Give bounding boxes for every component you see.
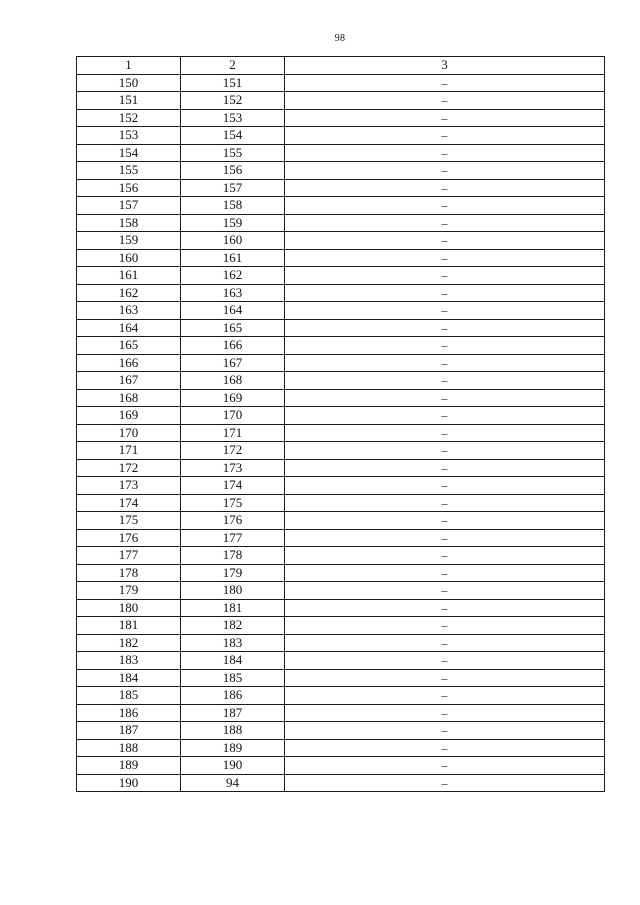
table-cell-col-1: 189: [77, 757, 181, 775]
table-row: [77, 739, 605, 757]
table-cell-col-3: –: [285, 722, 605, 740]
table-row: [77, 529, 605, 547]
table-cell-col-3: –: [285, 109, 605, 127]
table-cell-col-3: –: [285, 459, 605, 477]
table-cell-col-2: 173: [181, 459, 285, 477]
table-cell-col-1: 178: [77, 564, 181, 582]
table-cell-col-2: 164: [181, 302, 285, 320]
table-cell-col-3: –: [285, 337, 605, 355]
table-cell-col-2: 160: [181, 232, 285, 250]
table-row: [77, 179, 605, 197]
table-row: [77, 92, 605, 110]
table-cell-col-3: –: [285, 179, 605, 197]
table-cell-col-1: 173: [77, 477, 181, 495]
table-cell-col-3: –: [285, 232, 605, 250]
table-cell-col-2: 184: [181, 652, 285, 670]
table-row: [77, 407, 605, 425]
table-cell-col-3: –: [285, 442, 605, 460]
table-cell-col-2: 156: [181, 162, 285, 180]
table-row: [77, 599, 605, 617]
table-cell-col-1: 170: [77, 424, 181, 442]
table-cell-col-2: 166: [181, 337, 285, 355]
table-row: [77, 722, 605, 740]
table-cell-col-1: 190: [77, 774, 181, 792]
table-cell-col-1: 186: [77, 704, 181, 722]
table-cell-col-3: –: [285, 757, 605, 775]
table-cell-col-1: 172: [77, 459, 181, 477]
table-cell-col-3: –: [285, 302, 605, 320]
table-cell-col-2: 179: [181, 564, 285, 582]
table-cell-col-1: 167: [77, 372, 181, 390]
table-cell-col-2: 171: [181, 424, 285, 442]
table-cell-col-3: –: [285, 774, 605, 792]
table-body: [77, 74, 605, 792]
table-cell-col-2: 161: [181, 249, 285, 267]
table-cell-col-3: –: [285, 162, 605, 180]
table-cell-col-2: 182: [181, 617, 285, 635]
table-row: [77, 319, 605, 337]
table-cell-col-3: –: [285, 634, 605, 652]
table-cell-col-2: 153: [181, 109, 285, 127]
table-cell-col-2: 176: [181, 512, 285, 530]
table-cell-col-1: 159: [77, 232, 181, 250]
table-cell-col-1: 153: [77, 127, 181, 145]
column-header-2: 2: [181, 57, 285, 75]
table-cell-col-2: 180: [181, 582, 285, 600]
table-row: [77, 704, 605, 722]
table-row: [77, 109, 605, 127]
table-cell-col-1: 187: [77, 722, 181, 740]
table-cell-col-1: 162: [77, 284, 181, 302]
table-cell-col-1: 158: [77, 214, 181, 232]
table-cell-col-3: –: [285, 617, 605, 635]
table-cell-col-3: –: [285, 144, 605, 162]
table-cell-col-1: 177: [77, 547, 181, 565]
table-cell-col-2: 159: [181, 214, 285, 232]
table-cell-col-1: 163: [77, 302, 181, 320]
table-row: [77, 162, 605, 180]
table-row: [77, 757, 605, 775]
table-cell-col-2: 177: [181, 529, 285, 547]
table-cell-col-1: 181: [77, 617, 181, 635]
header-row: [77, 57, 605, 75]
table-cell-col-2: 186: [181, 687, 285, 705]
table-row: [77, 267, 605, 285]
table-row: [77, 459, 605, 477]
table-row: [77, 389, 605, 407]
table-cell-col-3: –: [285, 652, 605, 670]
table-row: [77, 249, 605, 267]
table-row: [77, 669, 605, 687]
table-cell-col-1: 168: [77, 389, 181, 407]
column-header-1: 1: [77, 57, 181, 75]
table-cell-col-1: 180: [77, 599, 181, 617]
table-cell-col-1: 161: [77, 267, 181, 285]
table-row: [77, 652, 605, 670]
table-cell-col-2: 162: [181, 267, 285, 285]
table-cell-col-3: –: [285, 424, 605, 442]
table-cell-col-3: –: [285, 74, 605, 92]
table-cell-col-1: 166: [77, 354, 181, 372]
table-cell-col-1: 151: [77, 92, 181, 110]
table-cell-col-1: 176: [77, 529, 181, 547]
table-cell-col-2: 190: [181, 757, 285, 775]
table-cell-col-1: 169: [77, 407, 181, 425]
table-row: [77, 617, 605, 635]
table-row: [77, 564, 605, 582]
data-table: [76, 56, 605, 792]
table-cell-col-3: –: [285, 739, 605, 757]
table-row: [77, 547, 605, 565]
table-cell-col-3: –: [285, 319, 605, 337]
table-cell-col-1: 175: [77, 512, 181, 530]
table-cell-col-2: 172: [181, 442, 285, 460]
table-row: [77, 477, 605, 495]
table-cell-col-2: 170: [181, 407, 285, 425]
table-row: [77, 232, 605, 250]
table-cell-col-3: –: [285, 564, 605, 582]
table-cell-col-1: 150: [77, 74, 181, 92]
table-cell-col-1: 188: [77, 739, 181, 757]
table-row: [77, 197, 605, 215]
table-row: [77, 442, 605, 460]
table-row: [77, 372, 605, 390]
table-cell-col-3: –: [285, 687, 605, 705]
table-cell-col-3: –: [285, 599, 605, 617]
table-cell-col-3: –: [285, 494, 605, 512]
table-cell-col-3: –: [285, 512, 605, 530]
table-row: [77, 494, 605, 512]
table-cell-col-3: –: [285, 477, 605, 495]
table-cell-col-1: 179: [77, 582, 181, 600]
table-cell-col-2: 158: [181, 197, 285, 215]
table-cell-col-3: –: [285, 197, 605, 215]
table-cell-col-2: 165: [181, 319, 285, 337]
table-cell-col-1: 156: [77, 179, 181, 197]
table-cell-col-1: 164: [77, 319, 181, 337]
table-cell-col-2: 175: [181, 494, 285, 512]
table-cell-col-1: 182: [77, 634, 181, 652]
table-cell-col-3: –: [285, 389, 605, 407]
table-cell-col-3: –: [285, 214, 605, 232]
table-row: [77, 302, 605, 320]
table-cell-col-2: 185: [181, 669, 285, 687]
table-cell-col-2: 189: [181, 739, 285, 757]
table-row: [77, 634, 605, 652]
table-cell-col-2: 157: [181, 179, 285, 197]
table-cell-col-3: –: [285, 669, 605, 687]
table-row: [77, 144, 605, 162]
table-cell-col-3: –: [285, 582, 605, 600]
table-row: [77, 774, 605, 792]
table-row: [77, 337, 605, 355]
table-cell-col-2: 163: [181, 284, 285, 302]
table-row: [77, 512, 605, 530]
table-cell-col-3: –: [285, 127, 605, 145]
table-cell-col-3: –: [285, 547, 605, 565]
table-cell-col-2: 169: [181, 389, 285, 407]
table-cell-col-1: 155: [77, 162, 181, 180]
table-cell-col-3: –: [285, 92, 605, 110]
table-cell-col-1: 174: [77, 494, 181, 512]
table-row: [77, 582, 605, 600]
table-cell-col-2: 152: [181, 92, 285, 110]
table-row: [77, 424, 605, 442]
table-row: [77, 354, 605, 372]
table-cell-col-2: 167: [181, 354, 285, 372]
table-cell-col-2: 188: [181, 722, 285, 740]
table-cell-col-2: 154: [181, 127, 285, 145]
table-cell-col-2: 155: [181, 144, 285, 162]
table-cell-col-3: –: [285, 529, 605, 547]
table-cell-col-2: 187: [181, 704, 285, 722]
table-cell-col-3: –: [285, 249, 605, 267]
table-cell-col-3: –: [285, 372, 605, 390]
table-cell-col-1: 160: [77, 249, 181, 267]
table-cell-col-1: 185: [77, 687, 181, 705]
table-cell-col-1: 171: [77, 442, 181, 460]
table-cell-col-2: 181: [181, 599, 285, 617]
table-cell-col-3: –: [285, 284, 605, 302]
table-cell-col-2: 94: [181, 774, 285, 792]
table-cell-col-2: 168: [181, 372, 285, 390]
table-cell-col-3: –: [285, 354, 605, 372]
table-cell-col-1: 165: [77, 337, 181, 355]
table-row: [77, 214, 605, 232]
table-row: [77, 284, 605, 302]
table-row: [77, 127, 605, 145]
table-cell-col-1: 183: [77, 652, 181, 670]
page-number: 98: [334, 33, 346, 44]
column-header-3: 3: [285, 57, 605, 75]
table-header: [77, 57, 605, 75]
table-cell-col-1: 154: [77, 144, 181, 162]
table-cell-col-3: –: [285, 267, 605, 285]
table-cell-col-1: 152: [77, 109, 181, 127]
table-cell-col-2: 183: [181, 634, 285, 652]
table-row: [77, 687, 605, 705]
table-cell-col-1: 157: [77, 197, 181, 215]
table-cell-col-2: 178: [181, 547, 285, 565]
table-cell-col-3: –: [285, 704, 605, 722]
table-row: [77, 74, 605, 92]
table-cell-col-2: 151: [181, 74, 285, 92]
table-cell-col-3: –: [285, 407, 605, 425]
table-cell-col-1: 184: [77, 669, 181, 687]
table-cell-col-2: 174: [181, 477, 285, 495]
